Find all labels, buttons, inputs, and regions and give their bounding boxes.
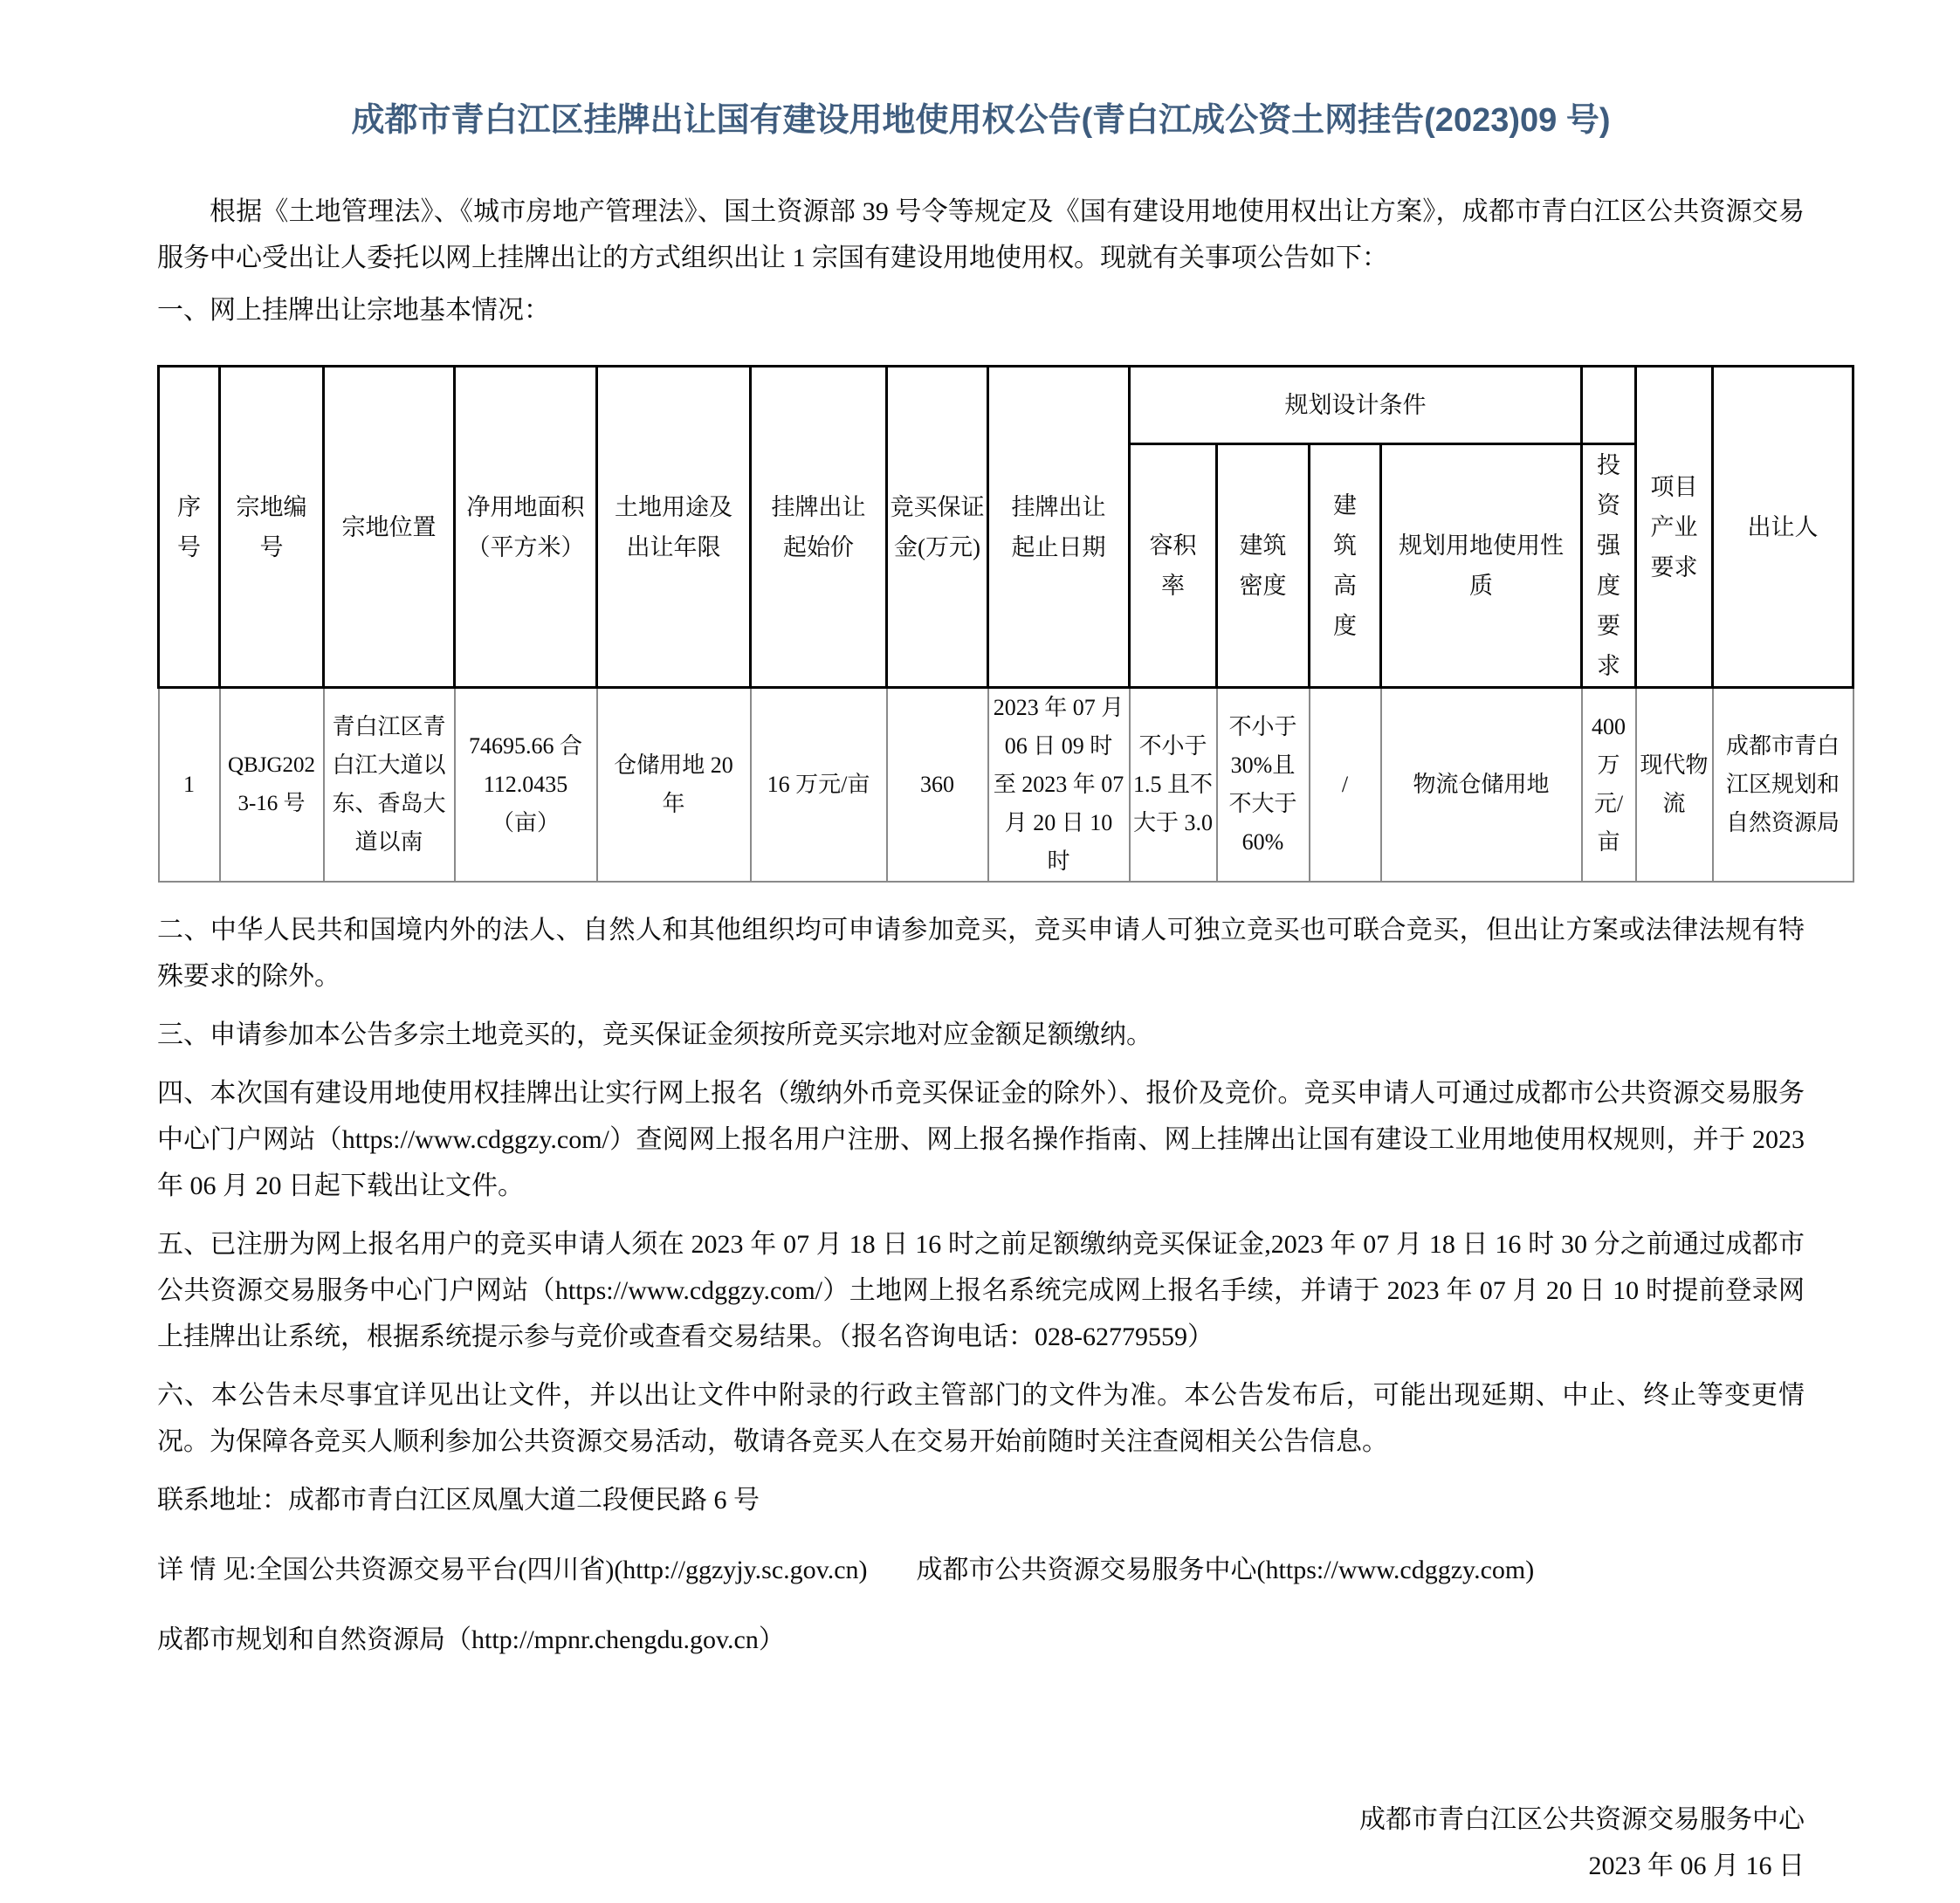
col-header-planned-use: 规划用地使用性质 (1381, 444, 1582, 688)
section-1-heading: 一、网上挂牌出让宗地基本情况： (157, 296, 550, 325)
intro-paragraph: 根据《土地管理法》、《城市房地产管理法》、国土资源部 39 号令等规定及《国有建设用地使用权出让方案》，成都市青白江区公共资源交易服务中心受出让人委托以网上挂牌出让的方式组织出让 1 宗国有建设用地使用权。现就有关事项公告如下： (157, 197, 1805, 272)
col-header-start-price: 挂牌出让起始价 (751, 367, 887, 688)
empty-header-cell (1582, 367, 1636, 444)
cell-location: 青白江区青白江大道以东、香岛大道以南 (324, 688, 455, 883)
signature-date: 2023 年 06 月 16 日 (1588, 1851, 1805, 1880)
paragraph-2: 二、中华人民共和国境内外的法人、自然人和其他组织均可申请参加竞买，竞买申请人可独立竞买也可联合竞买，但出让方案或法律法规有特殊要求的除外。 (157, 916, 1805, 991)
col-header-land-use: 土地用途及出让年限 (597, 367, 751, 688)
cell-transferor: 成都市青白江区规划和自然资源局 (1713, 688, 1853, 883)
col-header-listing-period: 挂牌出让起止日期 (988, 367, 1130, 688)
paragraph-6: 六、本公告未尽事宜详见出让文件，并以出让文件中附录的行政主管部门的文件为准。本公告发布后，可能出现延期、中止、终止等变更情况。为保障各竞买人顺利参加公共资源交易活动，敬请各竞买人在交易开始前随时关注查阅相关公告信息。 (157, 1381, 1805, 1456)
cell-parcel-no: QBJG2023-16 号 (220, 688, 324, 883)
col-header-industry-requirement: 项目产业要求 (1636, 367, 1713, 688)
cell-net-area: 74695.66 合 112.0435（亩） (455, 688, 597, 883)
parcel-data-row (159, 688, 1853, 883)
cell-deposit: 360 (887, 688, 988, 883)
cell-start-price: 16 万元/亩 (751, 688, 887, 883)
col-header-investment-intensity: 投资强度要求 (1582, 444, 1636, 688)
col-header-building-density: 建筑密度 (1217, 444, 1310, 688)
cell-investment-intensity: 400 万元/亩 (1582, 688, 1636, 883)
col-header-parcel-no: 宗地编号 (220, 367, 324, 688)
cell-building-height: / (1310, 688, 1381, 883)
col-header-net-area: 净用地面积（平方米） (455, 367, 597, 688)
planning-bureau-line: 成都市规划和自然资源局（http://mpnr.chengdu.gov.cn） (157, 1625, 785, 1654)
cell-planned-use: 物流仓储用地 (1381, 688, 1582, 883)
signature-org: 成都市青白江区公共资源交易服务中心 (1359, 1805, 1805, 1834)
table-header-row-1 (159, 367, 1853, 444)
col-header-location: 宗地位置 (324, 367, 455, 688)
signature-block (157, 1797, 1805, 1889)
col-header-building-height: 建筑高度 (1310, 444, 1381, 688)
paragraph-5: 五、已注册为网上报名用户的竞买申请人须在 2023 年 07 月 18 日 16 时之前足额缴纳竞买保证金,2023 年 07 月 18 日 16 时 30 分之前通过成都市公共资源交易服务中心门户网站（https://www.cdggzy.com/）土地网上报名系统完成网上报名手续，并请于 2023 年 07 月 20 日 10 时提前登录网上挂牌出让系统，根据系统提示参与竞价或查看交易结果。（报名咨询电话：028-62779559） (157, 1230, 1805, 1351)
details-right: 成都市公共资源交易服务中心(https://www.cdggzy.com) (916, 1556, 1535, 1584)
cell-plot-ratio: 不小于 1.5 且不大于 3.0 (1130, 688, 1217, 883)
col-header-plot-ratio: 容积率 (1130, 444, 1217, 688)
details-line (157, 1547, 1805, 1593)
details-left: 详 情 见:全国公共资源交易平台(四川省)(http://ggzyjy.sc.gov.cn) (157, 1556, 868, 1584)
cell-industry-requirement: 现代物流 (1636, 688, 1713, 883)
cell-listing-period: 2023 年 07 月 06 日 09 时 至 2023 年 07 月 20 日 10 时 (988, 688, 1130, 883)
paragraph-3: 三、申请参加本公告多宗土地竞买的，竞买保证金须按所竞买宗地对应金额足额缴纳。 (157, 1020, 1152, 1049)
col-header-transferor: 出让人 (1713, 367, 1853, 688)
cell-building-density: 不小于 30%且不大于 60% (1217, 688, 1310, 883)
contact-address-line: 联系地址：成都市青白江区凤凰大道二段便民路 6 号 (157, 1486, 760, 1515)
land-parcel-table (157, 365, 1854, 883)
cell-seq: 1 (159, 688, 220, 883)
col-header-seq: 序号 (159, 367, 220, 688)
col-header-planning-conditions: 规划设计条件 (1130, 367, 1582, 444)
cell-land-use: 仓储用地 20 年 (597, 688, 751, 883)
col-header-deposit: 竞买保证金(万元) (887, 367, 988, 688)
paragraph-4: 四、本次国有建设用地使用权挂牌出让实行网上报名（缴纳外币竞买保证金的除外）、报价及竞价。竞买申请人可通过成都市公共资源交易服务中心门户网站（https://www.cdggzy.com/）查阅网上报名用户注册、网上报名操作指南、网上挂牌出让国有建设工业用地使用权规则，并于 2023 年 06 月 20 日起下载出让文件。 (157, 1079, 1805, 1200)
page-title: 成都市青白江区挂牌出让国有建设用地使用权公告(青白江成公资土网挂告(2023)09 号) (351, 102, 1611, 139)
